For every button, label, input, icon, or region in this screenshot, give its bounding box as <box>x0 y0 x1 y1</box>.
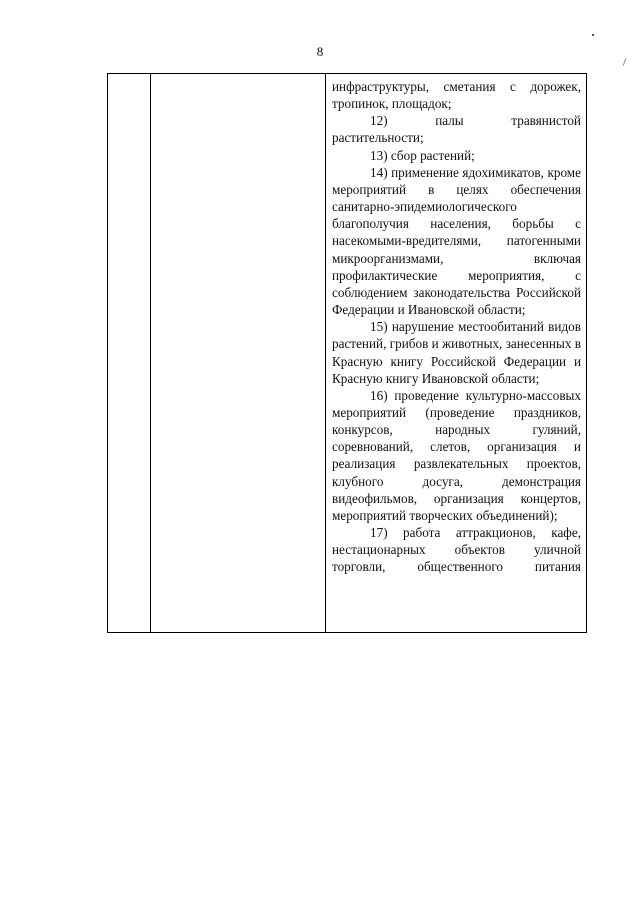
page-number: 8 <box>316 44 324 59</box>
column-divider <box>325 74 326 632</box>
paragraph-item-16: 16) проведение культурно-массовых мероприятий (проведение праздников, конкурсов, народных гуляний, соревнований, слетов, организация и реализация развлекательных проектов, клубного досуга, демонстрация видеофильмов, организация концертов, мероприятий творческих объединений); <box>332 387 581 523</box>
paragraph-item-17: 17) работа аттракционов, кафе, нестационарных объектов уличной торговли, общественного питания <box>332 525 581 575</box>
scan-mark <box>592 34 594 36</box>
paragraph-item-13: 13) сбор растений; <box>370 147 475 163</box>
paragraph-continued: инфраструктуры, сметания с дорожек, тропинок, площадок; <box>332 79 581 112</box>
paragraph-item-14: 14) применение ядохимикатов, кроме мероприятий в целях обеспечения санитарно-эпидемиологического благополучия населения, борьбы с насекомыми-вредителями, патогенными микроорганизмами, включая профилактические мероприятия, с соблюдением законодательства Российской Федерации и Ивановской области; <box>332 164 581 318</box>
paragraph-item-15: 15) нарушение местообитаний видов растений, грибов и животных, занесенных в Красную книгу Российской Федерации и Красную книгу Ивановской области; <box>332 319 581 386</box>
paragraph-item-12: 12) палы травянистой растительности; <box>332 113 581 146</box>
table-cell-text <box>332 78 581 576</box>
column-divider <box>150 74 151 632</box>
document-table <box>107 73 587 633</box>
